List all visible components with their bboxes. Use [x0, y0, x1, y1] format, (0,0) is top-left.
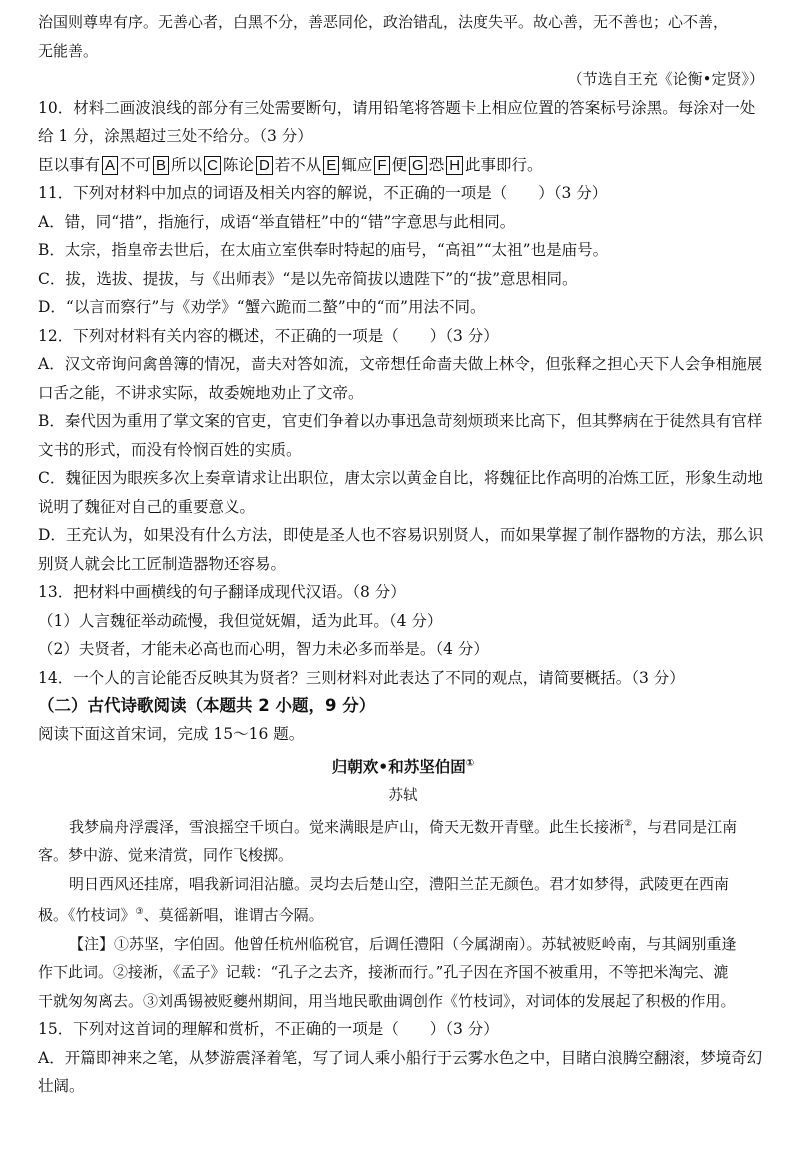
material3-text-line: 无能善。 [38, 41, 99, 60]
material3-text-line: 治国则尊卑有序。无善心者，白黑不分，善恶同伦，政治错乱，法度失平。故心善，无不善也；心不善， [38, 13, 729, 31]
answer-mark-e[interactable]: E [323, 156, 339, 175]
translation-item-2: （2）夫贤者，才能未必高也而心明，智力未必多而举是。（4 分） [38, 640, 489, 658]
option-d: D．“以言而察行”与《劝学》“蟹六跪而二螯”中的“而”用法不同。 [38, 298, 486, 316]
poem-stanza-2: 明日西风还挂席，唱我新词泪沾臆。灵均去后楚山空，澧阳兰芷无颜色。君才如梦得，武陵更在西南 [69, 874, 730, 893]
poem-text: 我梦扁舟浮震泽，雪浪摇空千顷白。觉来满眼是庐山，倚天无数开青壁。此生长接淅 [69, 817, 625, 836]
poem-text: ，与君同是江南 [632, 817, 738, 836]
option-c: C．魏征因为眼疾多次上奏章请求让出职位，唐太宗以黄金自比，将魏征比作高明的冶炼工匠，形象生动地 [38, 469, 763, 487]
option-a: A．开篇即神来之笔，从梦游震泽着笔，写了词人乘小船行于云雾水色之中，目睹白浪腾空翻滚，梦境奇幻 [38, 1048, 763, 1067]
sentence-segment: 陈论 [222, 155, 254, 174]
translation-item-1: （1）人言魏征举动疏慢，我但觉妩媚，适为此耳。（4 分） [38, 611, 443, 630]
answer-mark-d[interactable]: D [256, 156, 273, 175]
sentence-segment: 此事即行。 [465, 155, 543, 174]
question-10-stem: 给 1 分，涂黑超过三处不给分。（3 分） [38, 127, 313, 145]
answer-mark-a[interactable]: A [102, 156, 118, 175]
answer-mark-f[interactable]: F [374, 156, 389, 175]
option-a: A．错，同“措”，指施行，成语“举直错枉”中的“错”字意思与此相同。 [38, 212, 516, 231]
option-a-cont: 口舌之能，不讲求实际，故委婉地劝止了文帝。 [38, 383, 364, 402]
exam-page [38, 8, 768, 1101]
question-10-sentence [38, 151, 768, 180]
poem-stanza-1-cont: 客。梦中游、觉来清赏，同作飞梭掷。 [38, 846, 294, 865]
section-heading: （二）古代诗歌阅读（本题共 2 小题，9 分） [38, 696, 376, 715]
poem-author: 苏轼 [388, 787, 418, 804]
question-13-stem: 13．把材料中画横线的句子翻译成现代汉语。（8 分） [38, 583, 406, 601]
option-b: B．太宗，指皇帝去世后，在太庙立室供奉时特起的庙号，“高祖”“太祖”也是庙号。 [38, 241, 609, 259]
footnote-marker: ① [465, 757, 475, 769]
poem-stanza-1 [38, 810, 768, 842]
poem-title-text: 归朝欢•和苏坚伯固 [331, 757, 466, 776]
poem-stanza-2-cont [38, 898, 768, 930]
option-b-cont: 文书的形式，而没有怜悯百姓的实质。 [38, 440, 302, 459]
option-a: A．汉文帝询问禽兽簿的情况，啬夫对答如流，文帝想任命啬夫做上林令，但张释之担心天下人会争相施展 [38, 355, 763, 373]
answer-mark-c[interactable]: C [204, 156, 221, 175]
option-d: D．王充认为，如果没有什么方法，即使是圣人也不容易识别贤人，而如果掌握了制作器物的方法，那么识 [38, 526, 764, 544]
sentence-segment: 辄应 [341, 155, 373, 174]
sentence-segment: 所以 [171, 155, 203, 174]
option-c-cont: 说明了魏征对自己的重要意义。 [38, 497, 256, 516]
poem-notes: 【注】①苏坚，字伯固。他曾任杭州临税官，后调任澧阳（今属湖南）。苏轼被贬岭南，与其阔别重逢 [69, 934, 737, 953]
footnote-marker: ③ [135, 907, 144, 918]
poem-title [38, 749, 768, 782]
section-intro: 阅读下面这首宋词，完成 15～16 题。 [38, 725, 305, 743]
sentence-segment: 不可 [120, 155, 152, 174]
question-15-stem: 15．下列对这首词的理解和赏析，不正确的一项是（ ）（3 分） [38, 1020, 499, 1039]
question-14-stem: 14．一个人的言论能否反映其为贤者？三则材料对此表达了不同的观点，请简要概括。（3 分） [38, 668, 685, 687]
poem-notes-cont: 干就匆匆离去。③刘禹锡被贬夔州期间，用当地民歌曲调创作《竹枝词》，对词体的发展起了积极的作用。 [38, 991, 736, 1010]
option-a-cont: 壮阔。 [38, 1077, 85, 1096]
question-10-stem: 10．材料二画波浪线的部分有三处需要断句，请用铅笔将答题卡上相应位置的答案标号涂黑。每涂对一处 [38, 98, 756, 117]
option-b: B．秦代因为重用了掌文案的官吏，官吏们争着以办事迅急苛刻烦琐来比高下，但其弊病在于徒然具有官样 [38, 412, 763, 430]
sentence-segment: 恐 [428, 155, 445, 174]
answer-mark-b[interactable]: B [153, 156, 169, 175]
sentence-segment: 便 [391, 155, 408, 174]
option-d-cont: 别贤人就会比工匠制造器物还容易。 [38, 554, 287, 573]
question-12-stem: 12．下列对材料有关内容的概述，不正确的一项是（ ）（3 分） [38, 326, 499, 345]
answer-mark-g[interactable]: G [409, 156, 427, 175]
material-source: （节选自王充《论衡•定贤》） [567, 70, 764, 88]
poem-text: 、莫徭新唱，谁谓古今隔。 [143, 906, 324, 925]
footnote-marker: ② [624, 818, 633, 829]
sentence-segment: 若不从 [274, 155, 322, 174]
option-c: C．拔，选拔、提拔，与《出师表》“是以先帝简拔以遗陛下”的“拔”意思相同。 [38, 269, 578, 288]
answer-mark-h[interactable]: H [446, 156, 463, 175]
sentence-segment: 臣以事有 [38, 155, 101, 174]
poem-text: 极。《竹枝词》 [38, 906, 136, 925]
poem-notes-cont: 作下此词。②接淅，《孟子》记载：“孔子之去齐，接淅而行。”孔子因在齐国不被重用，不等把米淘完、漉 [38, 963, 729, 982]
question-11-stem: 11．下列对材料中加点的词语及相关内容的解说，不正确的一项是（ ）（3 分） [38, 184, 608, 202]
